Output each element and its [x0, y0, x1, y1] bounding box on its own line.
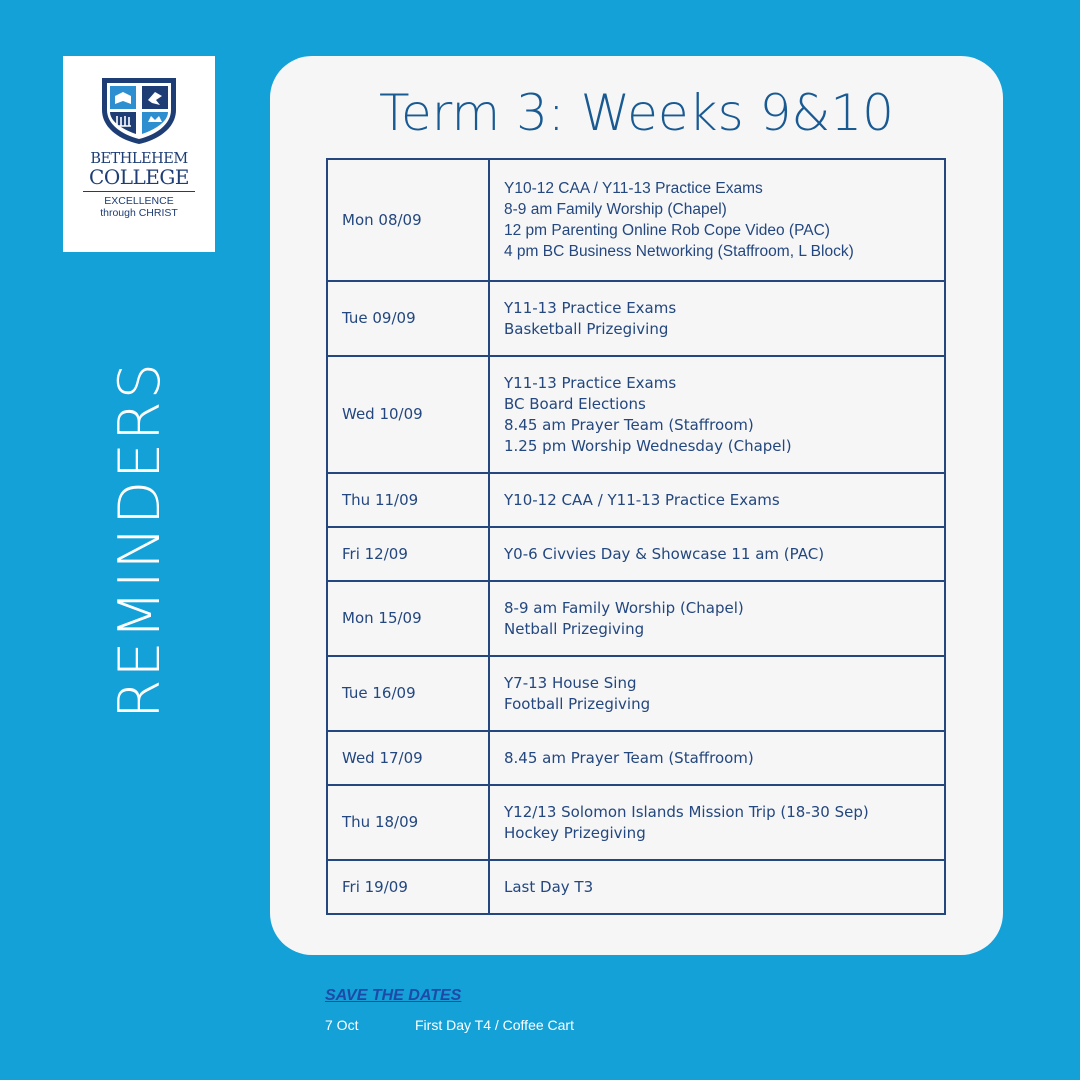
tagline-line2: through CHRIST	[100, 207, 178, 220]
row-date: Mon 15/09	[327, 581, 489, 656]
row-events	[489, 473, 945, 527]
event-item: 1.25 pm Worship Wednesday (Chapel)	[504, 436, 792, 455]
save-date-item	[325, 1017, 574, 1033]
event-item: Hockey Prizegiving	[504, 823, 646, 842]
table-row	[327, 356, 945, 473]
event-item: 8-9 am Family Worship (Chapel)	[504, 598, 744, 617]
row-date: Tue 09/09	[327, 281, 489, 356]
table-row	[327, 473, 945, 527]
schedule-card	[270, 56, 1003, 955]
row-date: Mon 08/09	[327, 159, 489, 281]
table-row	[327, 656, 945, 731]
event-item: Y7-13 House Sing	[504, 673, 637, 692]
table-row	[327, 159, 945, 281]
row-events	[489, 356, 945, 473]
schedule-table	[326, 158, 946, 915]
save-the-dates-heading[interactable]: SAVE THE DATES	[325, 987, 462, 1004]
event-item: Y11-13 Practice Exams	[504, 373, 677, 392]
save-date-event: First Day T4 / Coffee Cart	[415, 1017, 574, 1033]
row-events	[489, 159, 945, 281]
college-name-line1: BETHLEHEM	[90, 151, 188, 167]
row-date: Wed 10/09	[327, 356, 489, 473]
event-item: 8-9 am Family Worship (Chapel)	[504, 201, 727, 218]
row-date: Wed 17/09	[327, 731, 489, 785]
event-item: Y10-12 CAA / Y11-13 Practice Exams	[504, 180, 763, 197]
event-item: Y0-6 Civvies Day & Showcase 11 am (PAC)	[504, 544, 825, 563]
row-date: Fri 12/09	[327, 527, 489, 581]
row-events	[489, 656, 945, 731]
save-date-date: 7 Oct	[325, 1017, 359, 1033]
event-item: Y10-12 CAA / Y11-13 Practice Exams	[504, 490, 780, 509]
table-row	[327, 527, 945, 581]
row-events	[489, 860, 945, 914]
college-logo	[63, 56, 215, 252]
row-events	[489, 785, 945, 860]
table-row	[327, 785, 945, 860]
row-events	[489, 731, 945, 785]
row-date: Thu 18/09	[327, 785, 489, 860]
event-item: 8.45 am Prayer Team (Staffroom)	[504, 415, 754, 434]
table-row	[327, 581, 945, 656]
save-the-dates-section	[325, 987, 574, 1033]
logo-divider	[83, 191, 195, 192]
event-item: Netball Prizegiving	[504, 619, 645, 638]
event-item: Football Prizegiving	[504, 694, 651, 713]
row-events	[489, 581, 945, 656]
crest-icon	[98, 74, 180, 146]
row-date: Tue 16/09	[327, 656, 489, 731]
college-name	[89, 146, 189, 187]
row-date: Thu 11/09	[327, 473, 489, 527]
row-events	[489, 281, 945, 356]
event-item: Y12/13 Solomon Islands Mission Trip (18-30 Sep)	[504, 802, 869, 821]
event-item: Basketball Prizegiving	[504, 319, 669, 338]
college-tagline	[100, 195, 178, 220]
college-name-line2: COLLEGE	[89, 164, 189, 189]
tagline-line1: EXCELLENCE	[104, 194, 174, 207]
table-row	[327, 860, 945, 914]
row-events	[489, 527, 945, 581]
schedule-title: Term 3: Weeks 9&10	[379, 84, 894, 142]
event-item: 12 pm Parenting Online Rob Cope Video (PAC)	[504, 222, 830, 239]
event-item: 4 pm BC Business Networking (Staffroom, L Block)	[504, 243, 854, 260]
reminders-label: REMINDERS	[107, 361, 173, 719]
event-item: Y11-13 Practice Exams	[504, 298, 677, 317]
event-item: 8.45 am Prayer Team (Staffroom)	[504, 748, 754, 767]
row-date: Fri 19/09	[327, 860, 489, 914]
event-item: Last Day T3	[504, 877, 594, 896]
table-row	[327, 731, 945, 785]
event-item: BC Board Elections	[504, 394, 646, 413]
table-row	[327, 281, 945, 356]
